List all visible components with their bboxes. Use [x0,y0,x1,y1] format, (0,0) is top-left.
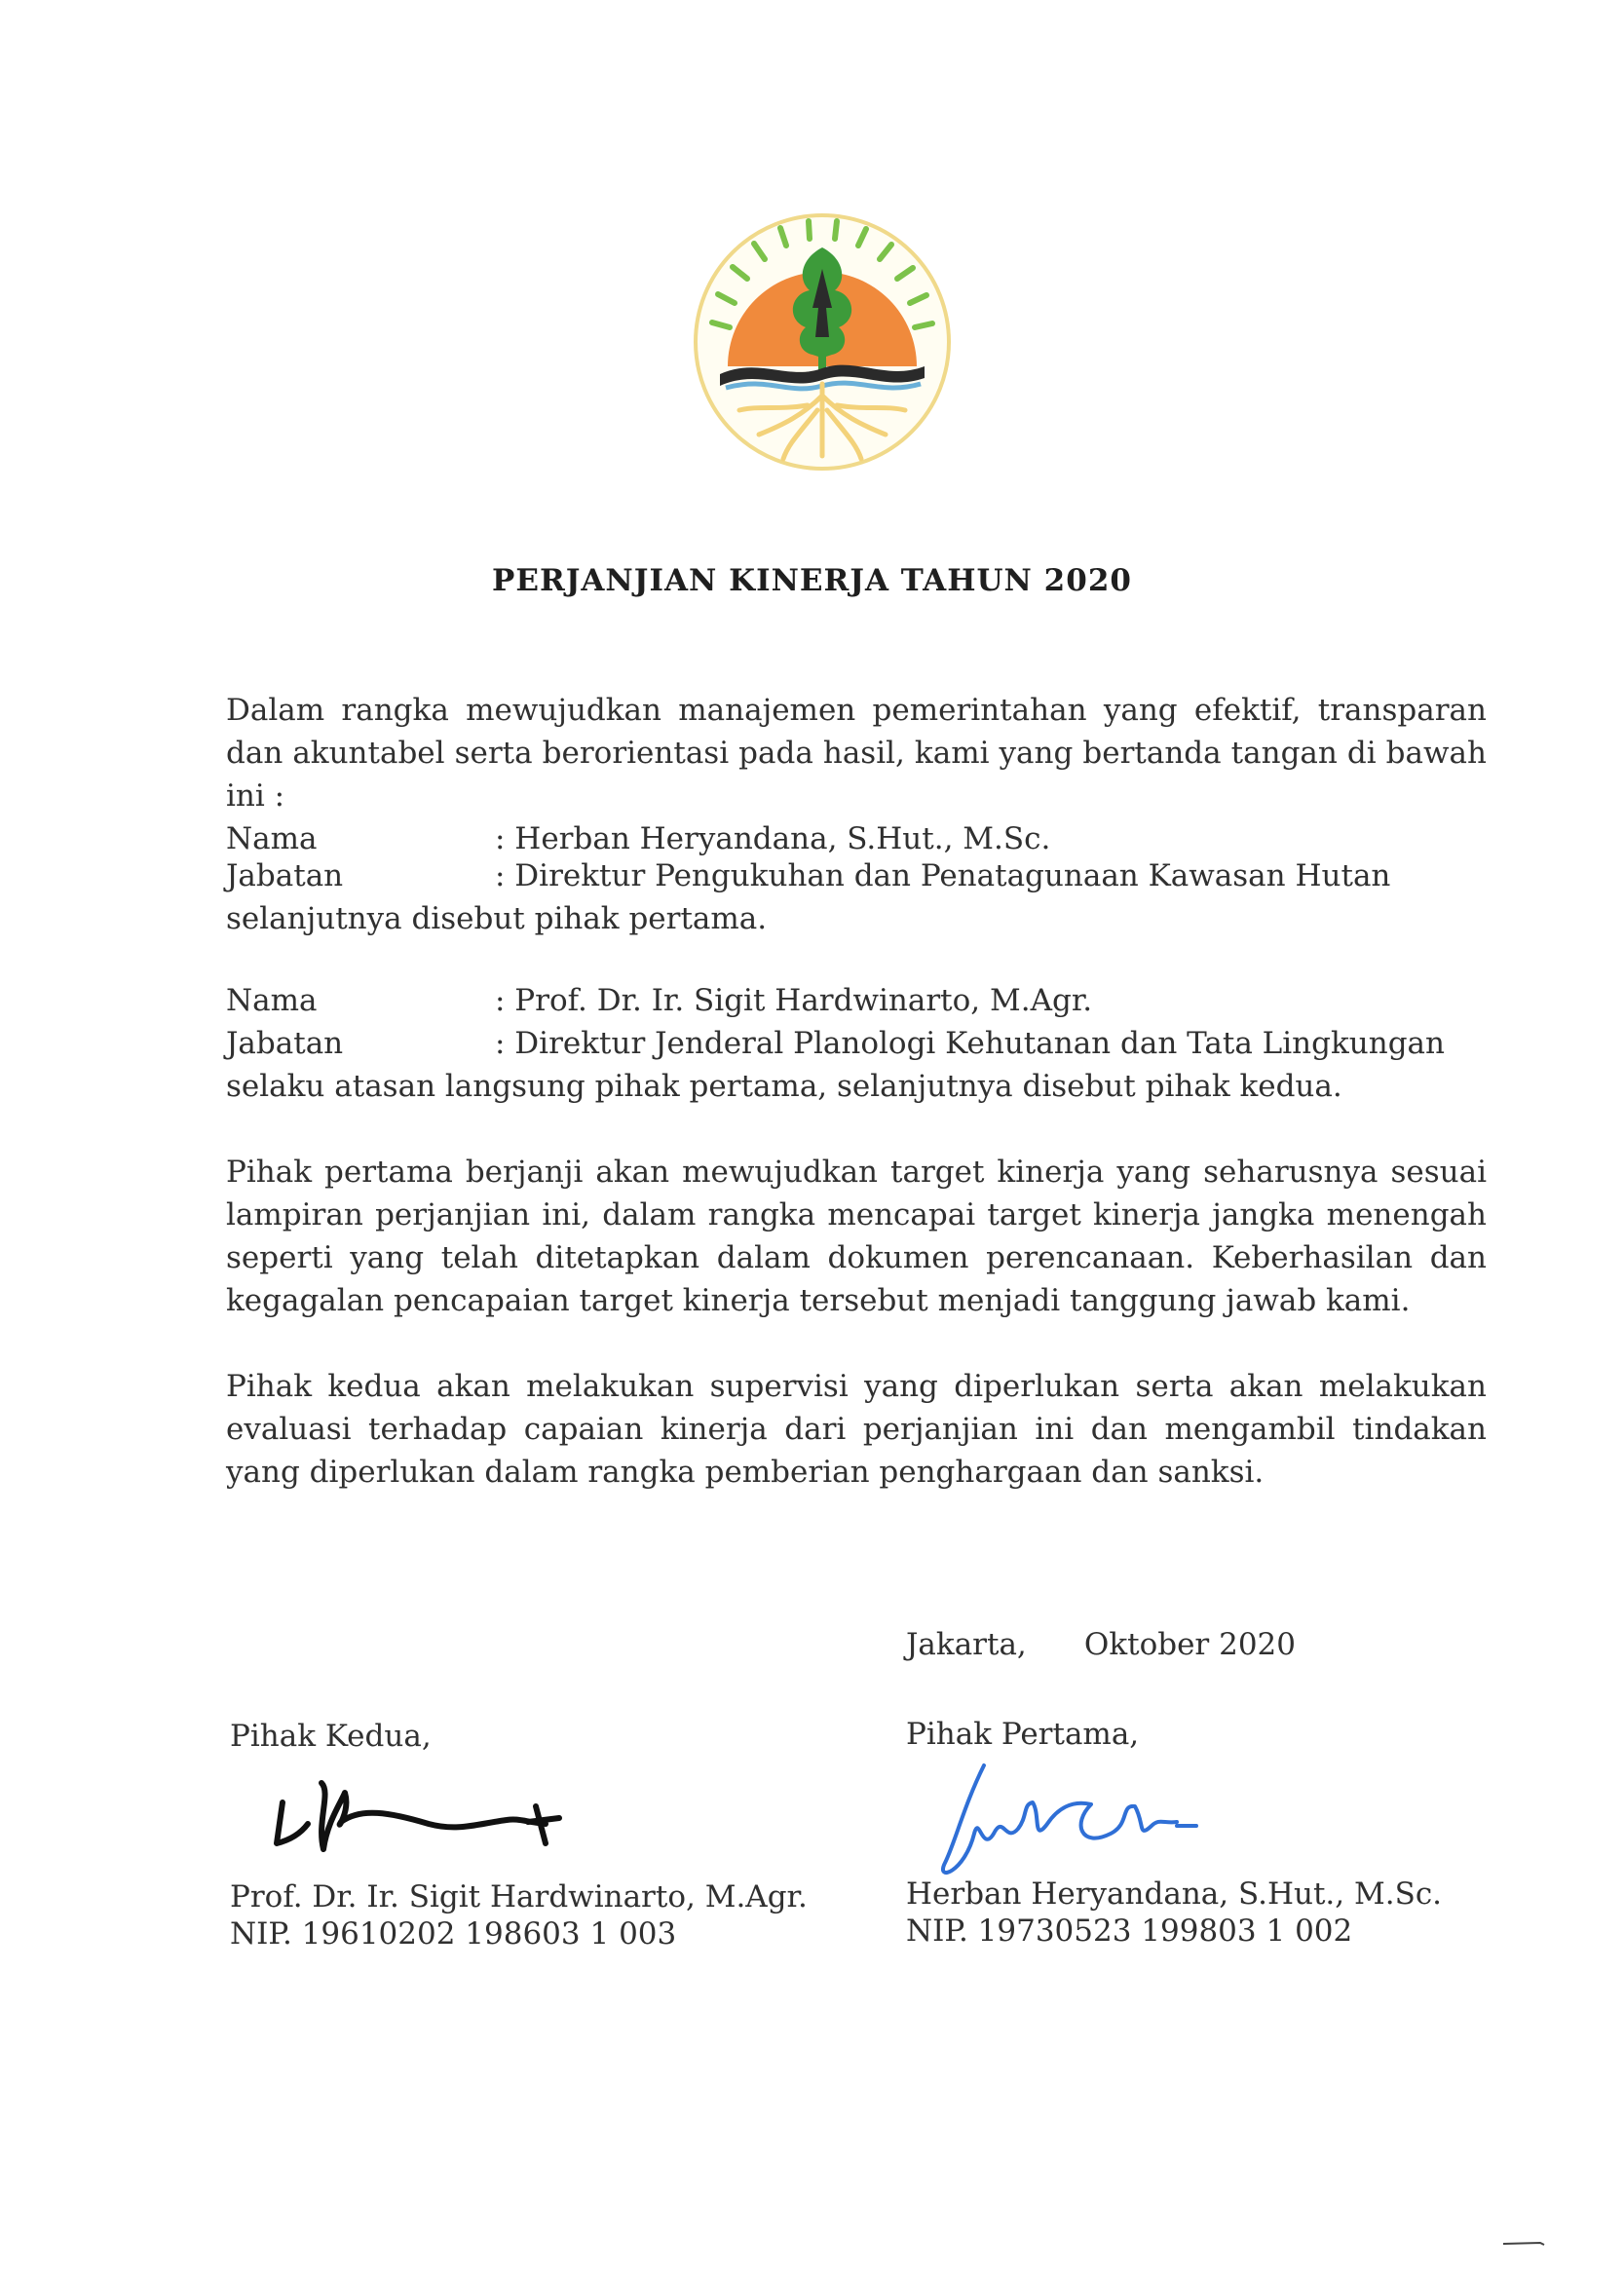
first-party-position-row [226,854,1487,897]
page-corner-mark [1501,2239,1546,2247]
first-party-closing: selanjutnya disebut pihak pertama. [226,901,768,936]
second-party-position-value: : Direktur Jenderal Planologi Kehutanan dan Tata Lingkungan [495,1026,1446,1061]
second-party-signatory-name: Prof. Dr. Ir. Sigit Hardwinarto, M.Agr. [230,1879,808,1914]
document-body [226,689,1487,1494]
first-party-nip: NIP. 19730523 199803 1 002 [906,1914,1353,1949]
first-party-name-label: Nama [226,821,318,856]
intro-paragraph: Dalam rangka mewujudkan manajemen pemerintahan yang efektif, transparan dan akuntabel serta berorientasi pada hasil, kami yang bertanda tangan di bawah ini : [226,693,1487,814]
second-party-signature [263,1763,575,1861]
first-party-signatory-name: Herban Heryandana, S.Hut., M.Sc. [906,1876,1443,1912]
document-title: PERJANJIAN KINERJA TAHUN 2020 [492,563,1132,598]
second-party-name-value: : Prof. Dr. Ir. Sigit Hardwinarto, M.Agr. [495,983,1093,1018]
second-party-position-label: Jabatan [226,1026,344,1061]
second-party-nip: NIP. 19610202 198603 1 003 [230,1916,677,1952]
second-party-name-block [230,1878,808,1952]
second-party-role: Pihak Kedua, [230,1719,432,1754]
first-party-name-value: : Herban Heryandana, S.Hut., M.Sc. [495,821,1051,856]
commitment-paragraph: Pihak pertama berjanji akan mewujudkan target kinerja yang seharusnya sesuai lampiran perjanjian ini, dalam rangka mencapai target kinerja jangka menengah seperti yang telah ditetapkan dalam dokumen perencanaan. Keberhasilan dan kegagalan pencapaian target kinerja tersebut menjadi tanggung jawab kami. [226,1155,1487,1318]
second-party-position-row [226,1022,1487,1065]
second-party-name-label: Nama [226,983,318,1018]
first-party-role: Pihak Pertama, [906,1717,1140,1752]
first-party-name-block [906,1876,1442,1950]
ministry-logo [691,210,954,474]
second-party-name-row [226,979,1487,1022]
signature-block-second-party [230,1719,432,1754]
second-party-closing: selaku atasan langsung pihak pertama, selanjutnya disebut pihak kedua. [226,1069,1342,1104]
supervision-paragraph: Pihak kedua akan melakukan supervisi yang diperlukan serta akan melakukan evaluasi terhadap capaian kinerja dari perjanjian ini dan mengambil tindakan yang diperlukan dalam rangka pemberian penghargaan dan sanksi. [226,1369,1487,1490]
first-party-signature [925,1746,1237,1892]
first-party-position-value: : Direktur Pengukuhan dan Penatagunaan Kawasan Hutan [495,858,1391,893]
first-party-position-label: Jabatan [226,858,344,893]
place-date: Jakarta, Oktober 2020 [906,1627,1296,1662]
